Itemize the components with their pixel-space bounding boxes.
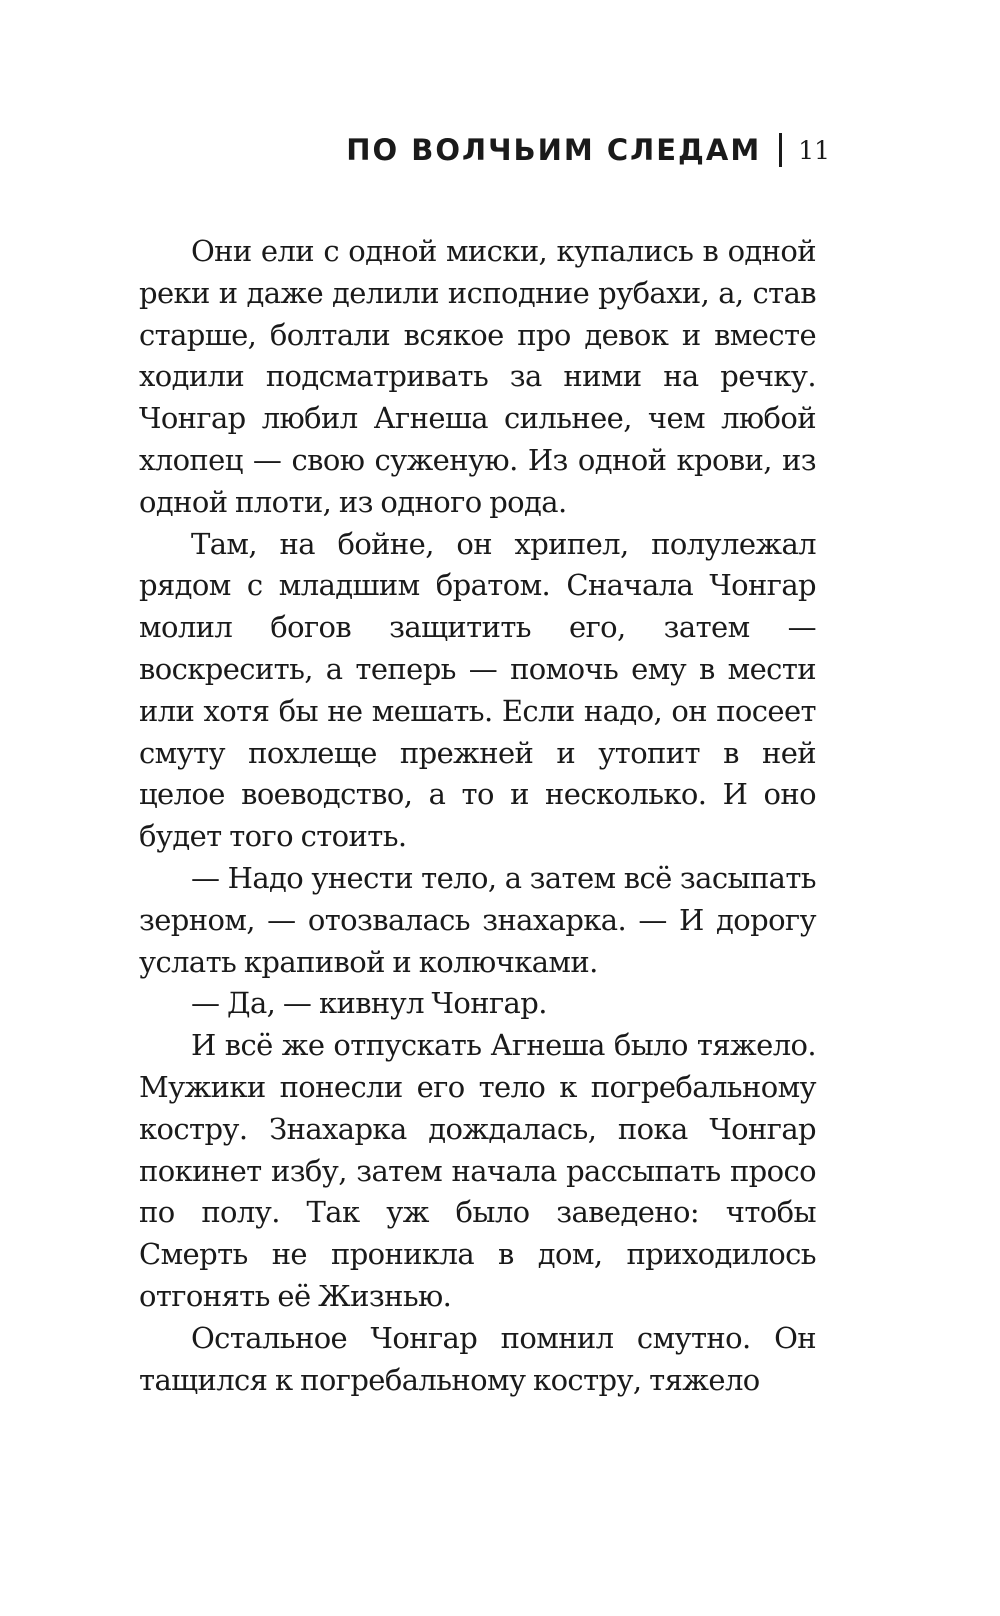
- paragraph: — Надо унести тело, а затем всё засыпать зерном, — отозвалась знахарка. — И дорогу услать крапивой и колючками.: [139, 860, 816, 979]
- body-text: [139, 231, 816, 1401]
- running-title: ПО ВОЛЧЬИМ СЛЕДАМ: [346, 132, 762, 167]
- header-separator: [779, 133, 782, 167]
- running-head: [346, 128, 830, 172]
- paragraph: Там, на бойне, он хрипел, полулежал рядом с младшим братом. Сначала Чонгар молил богов защитить его, затем — воскресить, а теперь — помочь ему в мести или хотя бы не мешать. Если надо, он посеет смуту похлеще прежней и утопит в ней целое воеводство, а то и несколько. И оно будет того стоить.: [139, 526, 816, 854]
- paragraph: И всё же отпускать Агнеша было тяжело. Мужики понесли его тело к погребальному костру. Знахарка дождалась, пока Чонгар покинет избу, затем начала рассыпать просо по полу. Так уж было заведено: чтобы Смерть не проникла в дом, приходилось отгонять её Жизнью.: [139, 1028, 816, 1313]
- paragraph: Они ели с одной миски, купались в одной реки и даже делили исподние рубахи, а, став старше, болтали всякое про девок и вместе ходили подсматривать за ними на речку. Чонгар любил Агнеша сильнее, чем любой хлопец — свою суженую. Из одной крови, из одной плоти, из одного рода.: [139, 234, 816, 519]
- paragraph: — Да, — кивнул Чонгар.: [191, 986, 547, 1021]
- page-number: 11: [798, 135, 830, 165]
- paragraph: Остальное Чонгар помнил смутно. Он тащился к погребальному костру, тяжело: [139, 1320, 816, 1397]
